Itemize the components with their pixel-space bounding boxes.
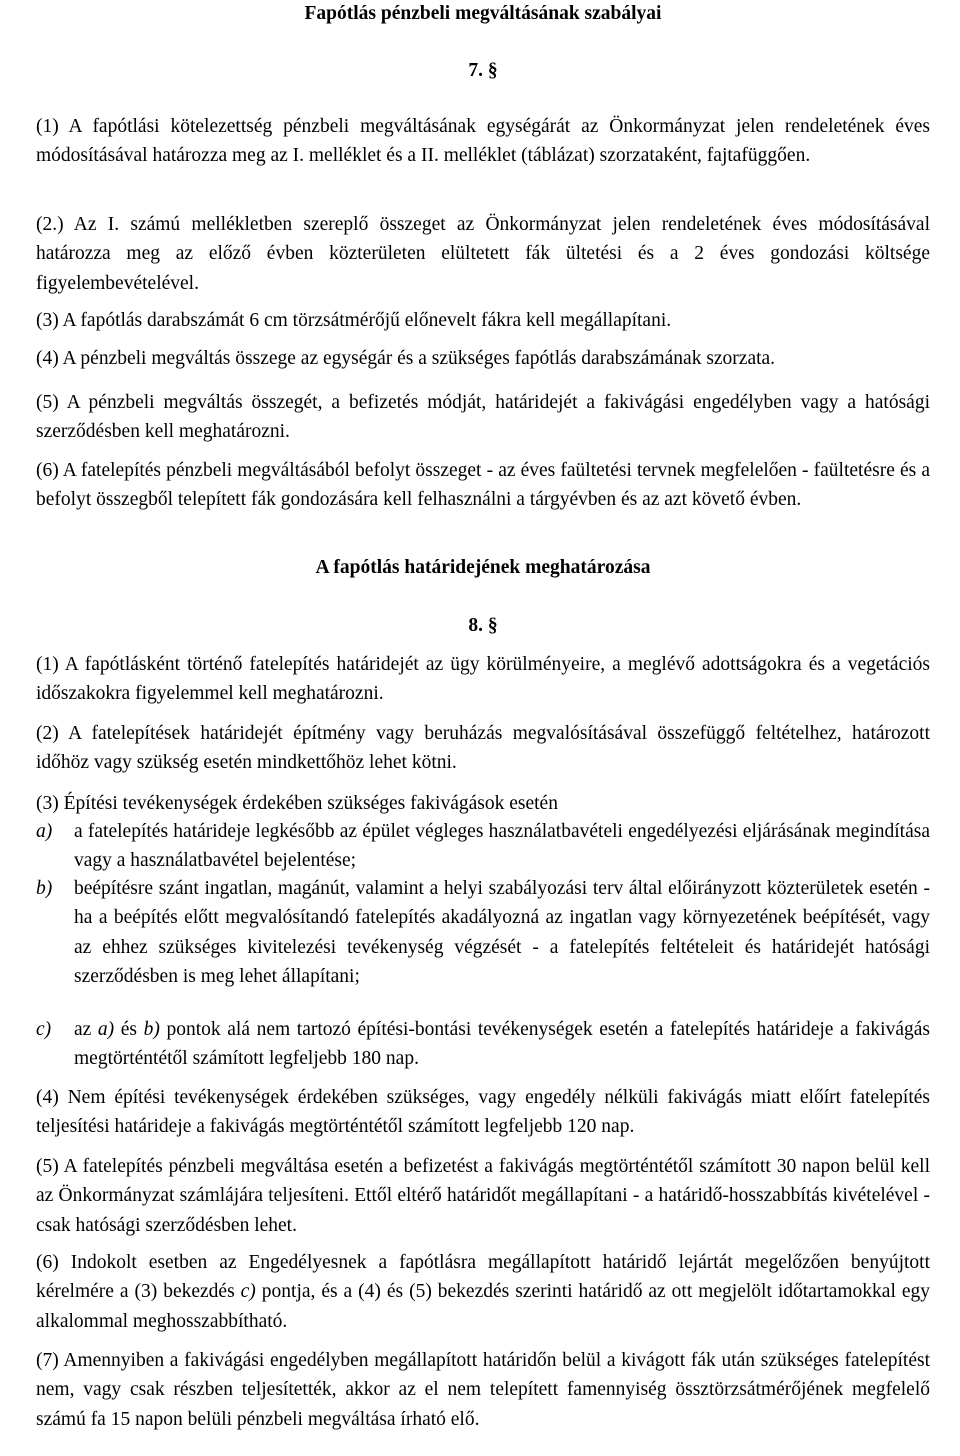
paragraph-7-2: (2.) Az I. számú mellékletben szereplő összeget az Önkormányzat jelen rendeletének éves módosításával határozza meg az előző évben közterületen elültetett fák ültetési és a 2 éves gondozási költsége figyelembevételével. (36, 214, 930, 294)
paragraph-7-3: (3) A fapótlás darabszámát 6 cm törzsátmérőjű előnevelt fákra kell megállapítani. (36, 310, 672, 331)
section-number-7: 7. § (468, 60, 498, 81)
paragraph-8-2: (2) A fatelepítések határidejét építmény vagy beruházás megvalósításával összefüggő feltételhez, határozott időhöz vagy szükség esetén mindkettőhöz lehet kötni. (36, 723, 930, 774)
list-text-a: a fatelepítés határideje legkésőbb az épület végleges használatbavételi engedélyezési eljárásának megindítása vagy a használatbavétel bejelentése; (74, 821, 930, 872)
heading-title-2: A fapótlás határidejének meghatározása (315, 557, 651, 578)
paragraph-8-7: (7) Amennyiben a fakivágási engedélyben megállapított határidőn belül a kivágott fák után szükséges fatelepítést nem, vagy csak részben teljesítették, akkor az el nem telepített famennyiség össztörzsátmérőjének megfelelő számú fa 15 napon belüli pénzbeli megváltása írható elő. (36, 1350, 930, 1430)
list-label-c: c) (36, 1019, 52, 1040)
list-item-a (36, 817, 930, 876)
paragraph-7-1: (1) A fapótlási kötelezettség pénzbeli megváltásának egységárát az Önkormányzat jelen rendeletének éves módosításával határozza meg az I. melléklet és a II. melléklet (táblázat) szorzataként, fajtafüggően. (36, 116, 930, 167)
paragraph-7-6: (6) A fatelepítés pénzbeli megváltásából befolyt összeget - az éves faültetési tervnek megfelelően - faültetésre és a befolyt összegből telepített fák gondozására kell felhasználni a tárgyévben és az azt követő évben. (36, 460, 930, 511)
list-item-c (36, 1015, 931, 1074)
paragraph-7-4: (4) A pénzbeli megváltás összege az egységár és a szükséges fapótlás darabszámának szorzata. (36, 348, 776, 369)
paragraph-8-6: (6) Indokolt esetben az Engedélyesnek a fapótlásra megállapított határidő lejártát megelőzően benyújtott kérelmére a (3) bekezdés c) pontja, és a (4) és (5) bekezdés szerinti határidő az ott megjelölt időtartamokkal egy alkalommal meghosszabbítható. (36, 1252, 931, 1332)
heading-title-1: Fapótlás pénzbeli megváltásának szabályai (304, 3, 662, 24)
list-text-b: beépítésre szánt ingatlan, magánút, valamint a helyi szabályozási terv által előirányzott közterületek esetén - ha a beépítés előtt megvalósítandó fatelepítés akadályozná az ingatlan vagy környezetének beépítését, vagy az ehhez szükséges kivitelezési tevékenység végzését - a fatelepítés feltételeit és határidejét hatósági szerződésben is meg lehet állapítani; (74, 878, 930, 988)
list-text-c: az a) és b) pontok alá nem tartozó építési-bontási tevékenységek esetén a fatelepítés határideje a fakivágás megtörténtétől számított legfeljebb 180 nap. (74, 1019, 931, 1070)
list-item-b (36, 874, 930, 992)
section-number-8: 8. § (468, 615, 498, 636)
paragraph-8-4: (4) Nem építési tevékenységek érdekében szükséges, vagy engedély nélküli fakivágás miatt előírt fatelepítés teljesítési határideje a fakivágás megtörténtétől számított legfeljebb 120 nap. (36, 1087, 930, 1138)
list-label-a: a) (36, 821, 53, 842)
paragraph-8-3: (3) Építési tevékenységek érdekében szükséges fakivágások esetén (36, 793, 558, 814)
paragraph-8-5: (5) A fatelepítés pénzbeli megváltása esetén a befizetést a fakivágás megtörténtétől számított 30 napon belül kell az Önkormányzat számlájára teljesíteni. Ettől eltérő határidőt megállapítani - a határidő-hosszabbítás kivételével - csak hatósági szerződésben lehet. (36, 1156, 930, 1236)
paragraph-7-5: (5) A pénzbeli megváltás összegét, a befizetés módját, határidejét a fakivágási engedélyben vagy a hatósági szerződésben kell meghatározni. (36, 392, 930, 443)
paragraph-8-1: (1) A fapótlásként történő fatelepítés határidejét az ügy körülményeire, a meglévő adottságokra és a vegetációs időszakokra figyelemmel kell meghatározni. (36, 654, 930, 705)
list-label-b: b) (36, 878, 53, 899)
